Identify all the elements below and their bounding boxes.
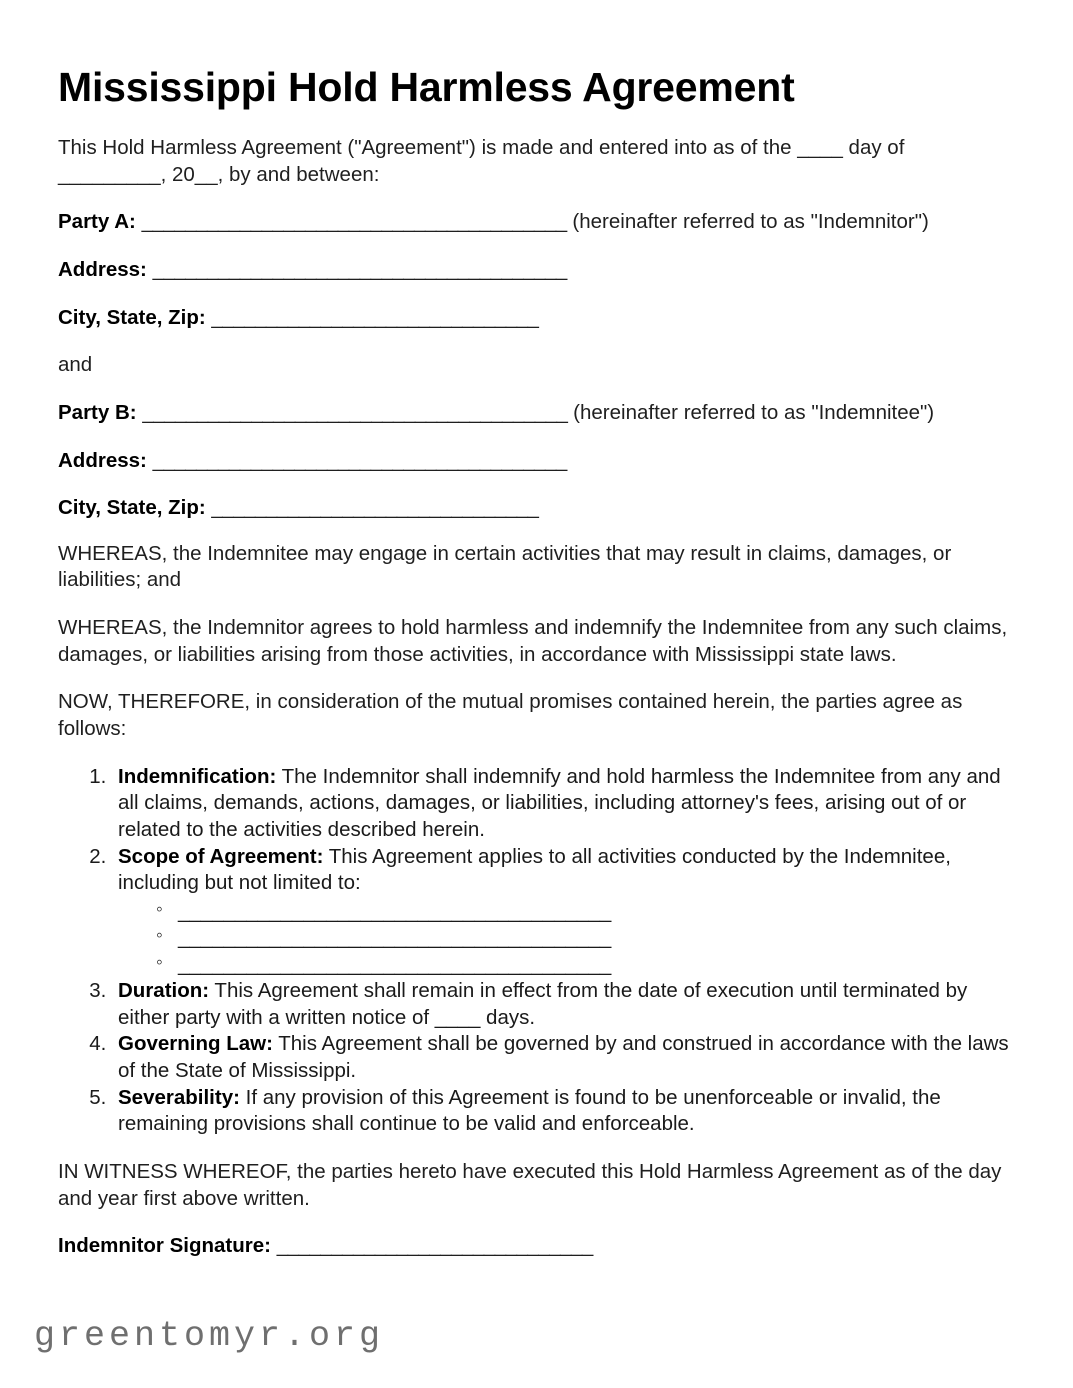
clause-item xyxy=(112,844,1015,978)
scope-sub-item[interactable]: ◦ ______________________________________ xyxy=(156,952,1015,977)
party-a-label: Party A: xyxy=(58,210,136,234)
party-a-name-blank[interactable]: _______________________________________ xyxy=(141,210,567,234)
clause-heading: Severability: xyxy=(118,1085,240,1109)
party-a-address-blank[interactable]: ______________________________________ xyxy=(152,257,567,281)
site-watermark: greentomyr.org xyxy=(34,1316,385,1356)
scope-sub-item[interactable]: ◦ ______________________________________ xyxy=(156,925,1015,950)
scope-sub-item[interactable]: ◦ ______________________________________ xyxy=(156,899,1015,924)
party-b-address-label: Address: xyxy=(58,448,147,472)
clause-item xyxy=(112,1031,1015,1084)
indemnitor-signature-label: Indemnitor Signature: xyxy=(58,1234,271,1258)
clause-body: This Agreement shall be governed by and construed in accordance with the laws of the State of Mississippi. xyxy=(118,1032,1009,1082)
clause-item xyxy=(112,978,1015,1031)
party-a-suffix: (hereinafter referred to as "Indemnitor") xyxy=(572,210,929,234)
clause-heading: Duration: xyxy=(118,979,210,1003)
party-b-city-label: City, State, Zip: xyxy=(58,496,206,520)
witness-paragraph: IN WITNESS WHEREOF, the parties hereto have executed this Hold Harmless Agreement as of the day and year first above written. xyxy=(58,1159,1002,1210)
clause-heading: Governing Law: xyxy=(118,1032,273,1056)
party-a-address-block xyxy=(58,257,1013,284)
party-b-city-blank[interactable]: ______________________________ xyxy=(211,496,539,520)
scope-sublist xyxy=(118,899,1015,977)
clause-item xyxy=(112,1085,1015,1138)
operative-paragraph: NOW, THEREFORE, in consideration of the mutual promises contained herein, the parties agree as follows: xyxy=(58,690,963,741)
party-b-label: Party B: xyxy=(58,400,137,424)
page-title: Mississippi Hold Harmless Agreement xyxy=(58,64,795,110)
clause-body: The Indemnitor shall indemnify and hold harmless the Indemnitee from any and all claims, demands, actions, damages, or liabilities, including attorney's fees, arising out of or related to the activities described herein. xyxy=(118,764,1001,841)
intro-paragraph: This Hold Harmless Agreement ("Agreement") is made and entered into as of the ____ day of _________, 20__, by and between: xyxy=(58,136,905,186)
indemnitor-signature-block xyxy=(58,1233,1015,1260)
clause-item xyxy=(112,764,1015,844)
conjunction-and: and xyxy=(58,353,93,377)
clause-heading: Indemnification: xyxy=(118,764,277,788)
clause-list xyxy=(58,764,1015,1138)
party-b-suffix: (hereinafter referred to as "Indemnitee") xyxy=(573,400,935,424)
party-a-address-label: Address: xyxy=(58,257,147,281)
party-b-address-blank[interactable]: ______________________________________ xyxy=(152,448,567,472)
party-b-address-block xyxy=(58,448,1013,475)
clause-body: If any provision of this Agreement is found to be unenforceable or invalid, the remaining provisions shall continue to be valid and enforceable. xyxy=(118,1085,941,1136)
party-a-city-block xyxy=(58,305,1013,332)
party-a-city-label: City, State, Zip: xyxy=(58,305,206,329)
party-a-block xyxy=(58,209,1013,236)
recital-one: WHEREAS, the Indemnitee may engage in certain activities that may result in claims, damages, or liabilities; and xyxy=(58,541,952,592)
party-b-block xyxy=(58,400,1013,427)
clause-heading: Scope of Agreement: xyxy=(118,844,324,868)
clause-body: This Agreement applies to all activities conducted by the Indemnitee, including but not limited to: xyxy=(118,844,951,895)
party-b-city-block xyxy=(58,495,1013,522)
party-b-name-blank[interactable]: _______________________________________ xyxy=(142,400,568,424)
recital-two: WHEREAS, the Indemnitor agrees to hold harmless and indemnify the Indemnitee from any such claims, damages, or liabilities arising from those activities, in accordance with Mississippi state laws. xyxy=(58,616,1008,666)
indemnitor-signature-blank[interactable]: _____________________________ xyxy=(276,1234,593,1258)
party-a-city-blank[interactable]: ______________________________ xyxy=(211,305,539,329)
clause-body: This Agreement shall remain in effect from the date of execution until terminated by either party with a written notice of ____ days. xyxy=(118,979,968,1029)
